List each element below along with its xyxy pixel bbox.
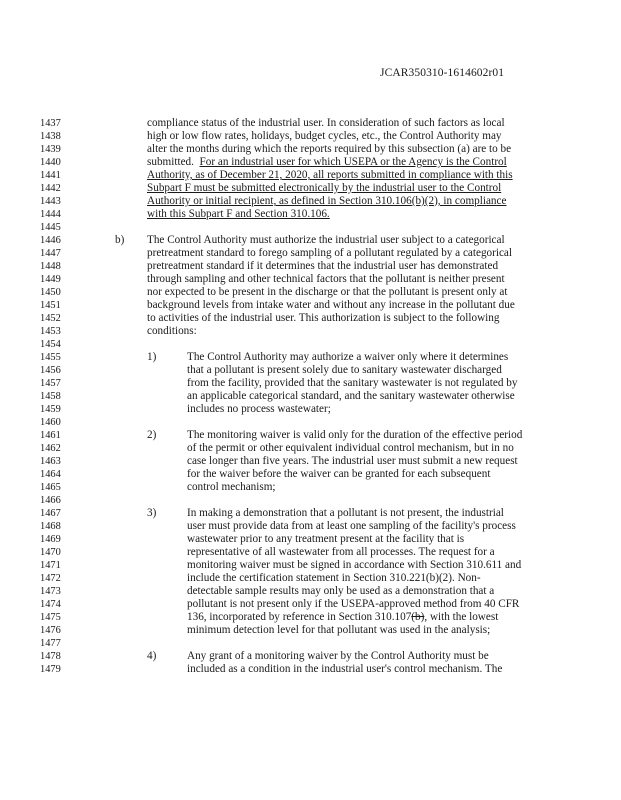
item-marker: 3) <box>147 507 157 519</box>
text-line: of the permit or other equivalent individual control mechanism, but in no <box>187 442 514 454</box>
item-marker: 1) <box>147 351 157 363</box>
line-number: 1451 <box>40 300 61 311</box>
line-number: 1459 <box>40 404 61 415</box>
line-number: 1457 <box>40 378 61 389</box>
deleted-text: (b) <box>411 611 425 623</box>
text-line: monitoring waiver must be signed in accordance with Section 310.611 and <box>187 559 522 571</box>
line-number: 1454 <box>40 339 61 350</box>
text-line <box>187 611 498 624</box>
text-line: compliance status of the industrial user. In consideration of such factors as local <box>147 117 505 129</box>
text-line: pretreatment standard to forego sampling of a pollutant regulated by a categorical <box>147 247 513 259</box>
line-number: 1438 <box>40 131 61 142</box>
line-number: 1475 <box>40 612 61 623</box>
text-segment: submitted. <box>147 156 194 168</box>
line-number: 1464 <box>40 469 61 480</box>
line-number: 1448 <box>40 261 61 272</box>
subsection-marker: b) <box>115 234 125 246</box>
line-number: 1444 <box>40 209 61 220</box>
line-number: 1477 <box>40 638 61 649</box>
inserted-text: For an industrial user for which USEPA or the Agency is the Control <box>199 156 507 168</box>
line-number: 1458 <box>40 391 61 402</box>
text-line: In making a demonstration that a pollutant is not present, the industrial <box>187 507 504 519</box>
line-number: 1437 <box>40 118 61 129</box>
text-line: Any grant of a monitoring waiver by the Control Authority must be <box>187 650 489 662</box>
line-number: 1465 <box>40 482 61 493</box>
text-line: includes no process wastewater; <box>187 403 331 415</box>
text-line: pretreatment standard if it determines that the industrial user has demonstrated <box>147 260 499 272</box>
text-line: an applicable categorical standard, and the sanitary wastewater otherwise <box>187 390 515 402</box>
line-number: 1469 <box>40 534 61 545</box>
text-line: include the certification statement in Section 310.221(b)(2). Non- <box>187 572 481 584</box>
inserted-text-line: Subpart F must be submitted electronically by the industrial user to the Control <box>147 182 502 194</box>
item-marker: 2) <box>147 429 157 441</box>
line-number: 1452 <box>40 313 61 324</box>
text-line: for the waiver before the waiver can be granted for each subsequent <box>187 468 491 480</box>
line-number: 1479 <box>40 664 61 675</box>
line-number: 1460 <box>40 417 61 428</box>
line-number: 1449 <box>40 274 61 285</box>
line-number: 1472 <box>40 573 61 584</box>
text-line: The Control Authority may authorize a waiver only where it determines <box>187 351 509 363</box>
text-line: to activities of the industrial user. This authorization is subject to the following <box>147 312 500 324</box>
line-number: 1439 <box>40 144 61 155</box>
line-number: 1468 <box>40 521 61 532</box>
text-line: through sampling and other technical factors that the pollutant is neither present <box>147 273 505 285</box>
text-line: The monitoring waiver is valid only for the duration of the effective period <box>187 429 523 441</box>
text-line: that a pollutant is present solely due to sanitary wastewater discharged <box>187 364 502 376</box>
text-segment: , with the lowest <box>424 611 499 623</box>
inserted-text-line: with this Subpart F and Section 310.106. <box>147 208 330 220</box>
text-line: alter the months during which the reports required by this subsection (a) are to be <box>147 143 512 155</box>
line-number: 1471 <box>40 560 61 571</box>
text-line: conditions: <box>147 325 197 337</box>
text-line: detectable sample results may only be used as a demonstration that a <box>187 585 495 597</box>
text-line: minimum detection level for that pollutant was used in the analysis; <box>187 624 491 636</box>
text-line: nor expected to be present in the discharge or that the pollutant is present only at <box>147 286 508 298</box>
line-number: 1441 <box>40 170 61 181</box>
line-number: 1453 <box>40 326 61 337</box>
line-number: 1455 <box>40 352 61 363</box>
line-number: 1446 <box>40 235 61 246</box>
text-line: user must provide data from at least one sampling of the facility's process <box>187 520 516 532</box>
line-number: 1462 <box>40 443 61 454</box>
line-number: 1450 <box>40 287 61 298</box>
line-number: 1478 <box>40 651 61 662</box>
line-number: 1470 <box>40 547 61 558</box>
line-number: 1466 <box>40 495 61 506</box>
text-line: included as a condition in the industrial user's control mechanism. The <box>187 663 503 675</box>
text-line: from the facility, provided that the sanitary wastewater is not regulated by <box>187 377 518 389</box>
text-line: control mechanism; <box>187 481 276 493</box>
text-line: representative of all wastewater from all processes. The request for a <box>187 546 495 558</box>
text-line: wastewater prior to any treatment present at the facility that is <box>187 533 465 545</box>
line-number: 1456 <box>40 365 61 376</box>
line-number: 1447 <box>40 248 61 259</box>
text-line: case longer than five years. The industrial user must submit a new request <box>187 455 518 467</box>
document-id: JCAR350310-1614602r01 <box>380 67 505 79</box>
line-number: 1442 <box>40 183 61 194</box>
line-number: 1467 <box>40 508 61 519</box>
text-line <box>147 156 507 169</box>
line-number: 1443 <box>40 196 61 207</box>
line-number: 1474 <box>40 599 61 610</box>
line-number: 1445 <box>40 222 61 233</box>
text-line: high or low flow rates, holidays, budget cycles, etc., the Control Authority may <box>147 130 502 142</box>
item-marker: 4) <box>147 650 157 662</box>
line-number: 1463 <box>40 456 61 467</box>
inserted-text-line: Authority, as of December 21, 2020, all reports submitted in compliance with this <box>147 169 513 181</box>
text-segment: 136, incorporated by reference in Section 310.107 <box>187 611 412 623</box>
line-number: 1461 <box>40 430 61 441</box>
text-line: pollutant is not present only if the USEPA-approved method from 40 CFR <box>187 598 520 610</box>
line-number: 1473 <box>40 586 61 597</box>
line-number: 1440 <box>40 157 61 168</box>
text-line: The Control Authority must authorize the industrial user subject to a categorical <box>147 234 505 246</box>
line-number: 1476 <box>40 625 61 636</box>
inserted-text-line: Authority or initial recipient, as defined in Section 310.106(b)(2), in compliance <box>147 195 507 207</box>
text-line: background levels from intake water and without any increase in the pollutant due <box>147 299 515 311</box>
